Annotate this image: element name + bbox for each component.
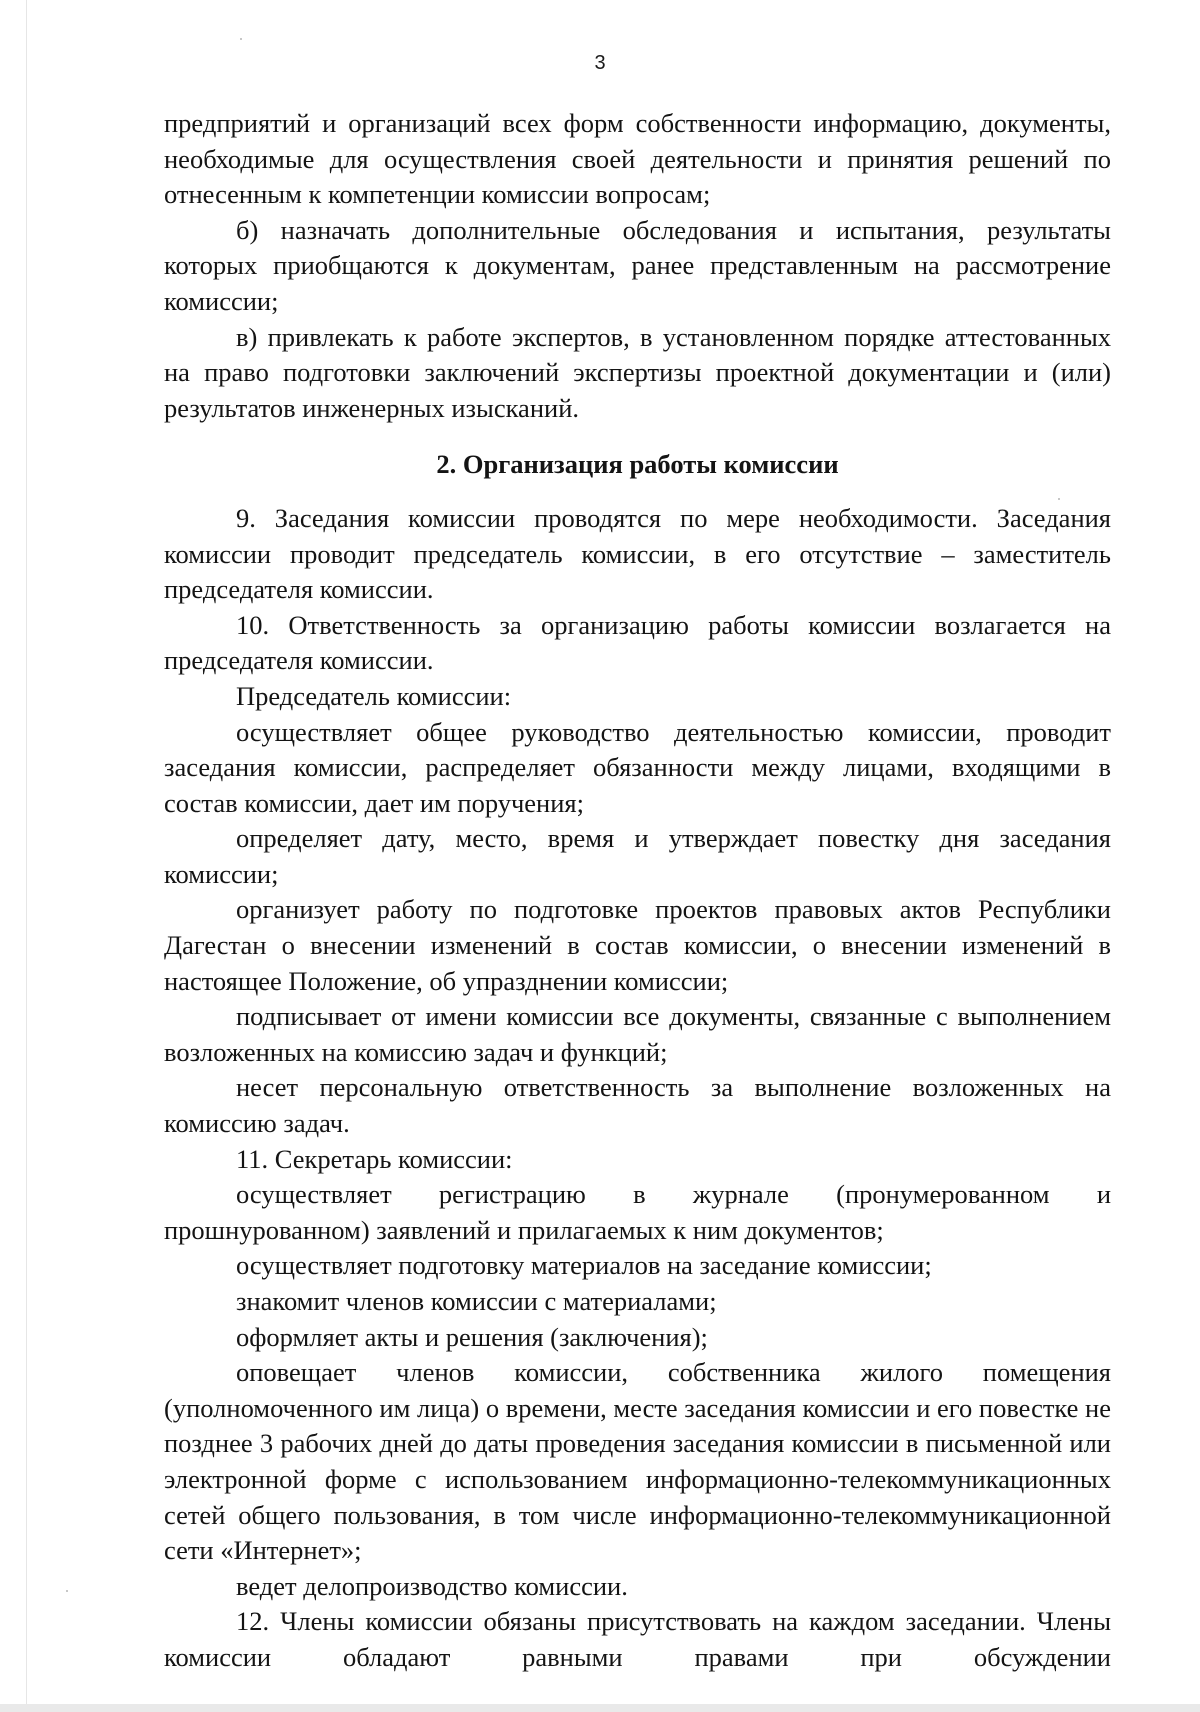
paragraph-item-v: в) привлекать к работе экспертов, в установленном порядке аттестованных на право подготовки заключений экспертизы проектной документации и (или) результатов инженерных изысканий. <box>164 321 1111 423</box>
paragraph-secretary-duty: осуществляет подготовку материалов на заседание комиссии; <box>236 1250 932 1281</box>
paragraph-secretary-duty: осуществляет регистрацию в журнале (пронумерованном и прошнурованном) заявлений и прилагаемых к ним документов; <box>164 1179 1111 1245</box>
paragraph-secretary-duty: знакомит членов комиссии с материалами; <box>236 1286 717 1316</box>
paragraph-secretary-duty: оформляет акты и решения (заключения); <box>236 1321 708 1352</box>
paragraph-clause-10: 10. Ответственность за организацию работы комиссии возлагается на председателя комиссии. <box>164 609 1111 676</box>
paragraph-clause-11: 11. Секретарь комиссии: <box>236 1143 513 1174</box>
paragraph-chairman-duty: определяет дату, место, время и утверждает повестку дня заседания комиссии; <box>164 823 1111 889</box>
scan-speck <box>240 38 242 40</box>
paragraph-chairman-heading: Председатель комиссии: <box>236 680 512 711</box>
paragraph-chairman-duty: несет персональную ответственность за выполнение возложенных на комиссию задач. <box>164 1072 1111 1139</box>
paragraph-chairman-duty: подписывает от имени комиссии все документы, связанные с выполнением возложенных на комиссию задач и функций; <box>164 1001 1111 1067</box>
document-body <box>164 106 1111 1676</box>
page-number: 3 <box>594 52 606 74</box>
scan-edge-left <box>26 0 27 1712</box>
paragraph-secretary-duty: оповещает членов комиссии, собственника жилого помещения (уполномоченного им лица) о времени, месте заседания комиссии и его повестке не позднее 3 рабочих дней до даты проведения заседания комиссии в письменной или электронной форме с использованием информационно-телекоммуникационных сетей общего пользования, в том числе информационно-телекоммуникационной сети «Интернет»; <box>164 1357 1111 1566</box>
paragraph-clause-12: 12. Члены комиссии обязаны присутствовать на каждом заседании. Члены комиссии обладают равными правами при обсуждении <box>164 1606 1111 1672</box>
paragraph: предприятий и организаций всех форм собственности информацию, документы, необходимые для осуществления своей деятельности и принятия решений по отнесенным к компетенции комиссии вопросам; <box>164 108 1111 210</box>
paragraph-secretary-duty: ведет делопроизводство комиссии. <box>236 1570 628 1601</box>
paragraph-chairman-duty: осуществляет общее руководство деятельностью комиссии, проводит заседания комиссии, распределяет обязанности между лицами, входящими в состав комиссии, дает им поручения; <box>164 716 1111 818</box>
scan-speck <box>66 1590 68 1592</box>
paragraph-clause-9: 9. Заседания комиссии проводятся по мере необходимости. Заседания комиссии проводит председатель комиссии, в его отсутствие – заместитель председателя комиссии. <box>164 502 1111 605</box>
paragraph-item-b: б) назначать дополнительные обследования и испытания, результаты которых приобщаются к документам, ранее представленным на рассмотрение комиссии; <box>164 214 1111 316</box>
paragraph-chairman-duty: организует работу по подготовке проектов правовых актов Республики Дагестан о внесении изменений в состав комиссии, о внесении изменений в настоящее Положение, об упразднении комиссии; <box>164 894 1111 996</box>
section-heading: 2. Организация работы комиссии <box>436 449 839 480</box>
scan-edge-bottom <box>0 1704 1200 1712</box>
